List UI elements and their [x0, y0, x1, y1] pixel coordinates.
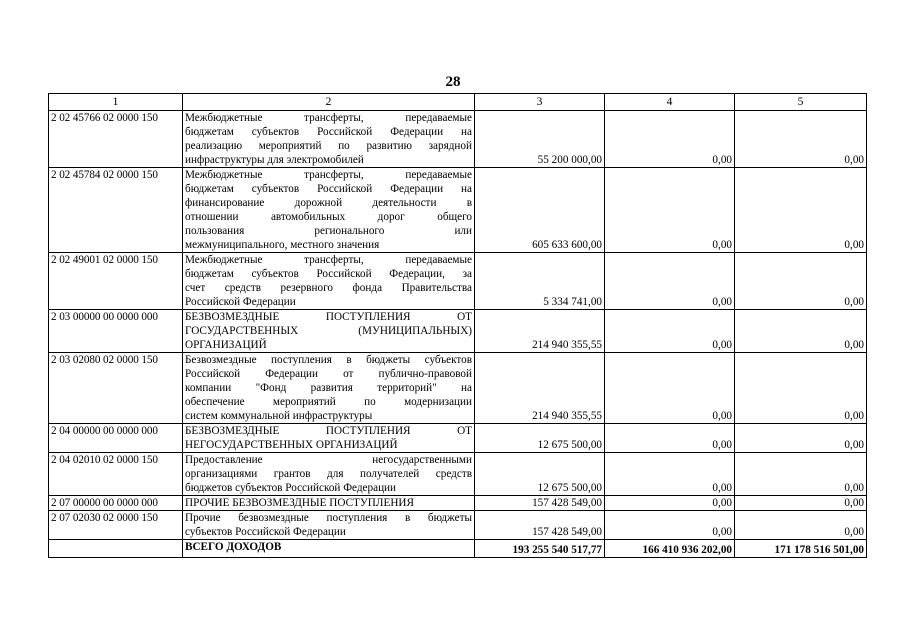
- revenue-name-line: инфраструктуры для электромобилей: [185, 154, 364, 166]
- budget-code-cell: 2 07 00000 00 0000 000: [49, 496, 183, 511]
- budget-code-cell: 2 07 02030 02 0000 150: [49, 511, 183, 540]
- revenue-name-line: организациями грантов для получателей средств: [185, 468, 472, 480]
- revenue-name-line: систем коммунальной инфраструктуры: [185, 410, 373, 422]
- amount-col3-cell: 214 940 355,55: [475, 353, 605, 424]
- table-row: [49, 168, 867, 253]
- budget-code-cell: 2 03 00000 00 0000 000: [49, 310, 183, 353]
- revenue-name-line: НЕГОСУДАРСТВЕННЫХ ОРГАНИЗАЦИЙ: [185, 439, 398, 451]
- amount-col4-cell: 0,00: [605, 424, 735, 453]
- total-col3-cell: 193 255 540 517,77: [475, 540, 605, 558]
- revenue-name-line: бюджетам субъектов Российской Федерации на: [185, 183, 472, 195]
- revenue-name-line: ОРГАНИЗАЦИЙ: [185, 339, 267, 351]
- amount-col4-cell: 0,00: [605, 168, 735, 253]
- amount-col4-cell: 0,00: [605, 496, 735, 511]
- column-header-1: 1: [49, 94, 183, 111]
- total-col5-cell: 171 178 516 501,00: [735, 540, 867, 558]
- amount-col5-cell: 0,00: [735, 496, 867, 511]
- amount-col5-cell: 0,00: [735, 168, 867, 253]
- amount-col3-cell: 12 675 500,00: [475, 424, 605, 453]
- amount-col4-cell: 0,00: [605, 253, 735, 310]
- budget-revenue-table: [48, 93, 867, 558]
- amount-col4-cell: 0,00: [605, 111, 735, 168]
- budget-code-cell: 2 03 02080 02 0000 150: [49, 353, 183, 424]
- revenue-name-cell: [183, 353, 475, 424]
- revenue-name-line: ГОСУДАРСТВЕННЫХ (МУНИЦИПАЛЬНЫХ): [185, 325, 472, 337]
- revenue-name-line: Безвозмездные поступления в бюджеты субъектов: [185, 354, 472, 366]
- revenue-name-cell: [183, 168, 475, 253]
- table-row: [49, 253, 867, 310]
- table-header-row: [49, 94, 867, 111]
- revenue-name-line: субъектов Российской Федерации: [185, 526, 346, 538]
- revenue-name-line: компании "Фонд развития территорий" на: [185, 382, 472, 394]
- table-row: [49, 353, 867, 424]
- amount-col3-cell: 12 675 500,00: [475, 453, 605, 496]
- amount-col3-cell: 605 633 600,00: [475, 168, 605, 253]
- revenue-name-line: ПРОЧИЕ БЕЗВОЗМЕЗДНЫЕ ПОСТУПЛЕНИЯ: [185, 497, 414, 509]
- amount-col3-cell: 157 428 549,00: [475, 511, 605, 540]
- amount-col5-cell: 0,00: [735, 253, 867, 310]
- revenue-name-line: реализацию мероприятий по развитию зарядной: [185, 140, 472, 152]
- column-header-4: 4: [605, 94, 735, 111]
- revenue-name-line: Межбюджетные трансферты, передаваемые: [185, 112, 472, 124]
- amount-col5-cell: 0,00: [735, 453, 867, 496]
- amount-col3-cell: 5 334 741,00: [475, 253, 605, 310]
- column-header-3: 3: [475, 94, 605, 111]
- amount-col5-cell: 0,00: [735, 424, 867, 453]
- budget-code-cell: 2 02 45766 02 0000 150: [49, 111, 183, 168]
- total-code-cell: [49, 540, 183, 558]
- amount-col4-cell: 0,00: [605, 511, 735, 540]
- table-row: [49, 511, 867, 540]
- amount-col3-cell: 55 200 000,00: [475, 111, 605, 168]
- page-number: 28: [445, 74, 461, 90]
- revenue-name-cell: [183, 453, 475, 496]
- amount-col4-cell: 0,00: [605, 453, 735, 496]
- budget-code-cell: 2 04 02010 02 0000 150: [49, 453, 183, 496]
- column-header-5: 5: [735, 94, 867, 111]
- amount-col3-cell: 157 428 549,00: [475, 496, 605, 511]
- revenue-name-cell: [183, 310, 475, 353]
- budget-code-cell: 2 02 45784 02 0000 150: [49, 168, 183, 253]
- budget-code-cell: 2 02 49001 02 0000 150: [49, 253, 183, 310]
- amount-col5-cell: 0,00: [735, 511, 867, 540]
- revenue-name-line: отношении автомобильных дорог общего: [185, 211, 472, 223]
- amount-col5-cell: 0,00: [735, 310, 867, 353]
- revenue-name-line: бюджетам субъектов Российской Федерации на: [185, 126, 472, 138]
- revenue-name-cell: [183, 496, 475, 511]
- revenue-name-line: бюджетов субъектов Российской Федерации: [185, 482, 397, 494]
- revenue-name-line: Российской Федерации: [185, 296, 296, 308]
- revenue-name-line: БЕЗВОЗМЕЗДНЫЕ ПОСТУПЛЕНИЯ ОТ: [185, 311, 472, 323]
- revenue-name-cell: [183, 424, 475, 453]
- column-header-2: 2: [183, 94, 475, 111]
- table-row: [49, 453, 867, 496]
- revenue-name-cell: [183, 511, 475, 540]
- amount-col3-cell: 214 940 355,55: [475, 310, 605, 353]
- table-row: [49, 496, 867, 511]
- revenue-name-cell: [183, 253, 475, 310]
- table-row: [49, 310, 867, 353]
- revenue-name-line: межмуниципального, местного значения: [185, 239, 380, 251]
- revenue-name-line: финансирование дорожной деятельности в: [185, 197, 472, 209]
- revenue-name-line: Прочие безвозмездные поступления в бюджеты: [185, 512, 472, 524]
- table-row: [49, 111, 867, 168]
- revenue-name-line: пользования регионального или: [185, 225, 472, 237]
- revenue-name-cell: [183, 111, 475, 168]
- total-label-cell: ВСЕГО ДОХОДОВ: [183, 540, 475, 558]
- revenue-name-line: Межбюджетные трансферты, передаваемые: [185, 254, 472, 266]
- revenue-name-line: БЕЗВОЗМЕЗДНЫЕ ПОСТУПЛЕНИЯ ОТ: [185, 425, 472, 437]
- revenue-name-line: обеспечение мероприятий по модернизации: [185, 396, 472, 408]
- revenue-name-line: Межбюджетные трансферты, передаваемые: [185, 169, 472, 181]
- revenue-name-line: Предоставление негосударственными: [185, 454, 472, 466]
- revenue-name-line: Российской Федерации от публично-правовой: [185, 368, 472, 380]
- amount-col5-cell: 0,00: [735, 353, 867, 424]
- revenue-name-line: бюджетам субъектов Российской Федерации, за: [185, 268, 472, 280]
- total-col4-cell: 166 410 936 202,00: [605, 540, 735, 558]
- amount-col5-cell: 0,00: [735, 111, 867, 168]
- budget-code-cell: 2 04 00000 00 0000 000: [49, 424, 183, 453]
- amount-col4-cell: 0,00: [605, 353, 735, 424]
- amount-col4-cell: 0,00: [605, 310, 735, 353]
- total-row: [49, 540, 867, 558]
- table-row: [49, 424, 867, 453]
- revenue-name-line: счет средств резервного фонда Правительства: [185, 282, 472, 294]
